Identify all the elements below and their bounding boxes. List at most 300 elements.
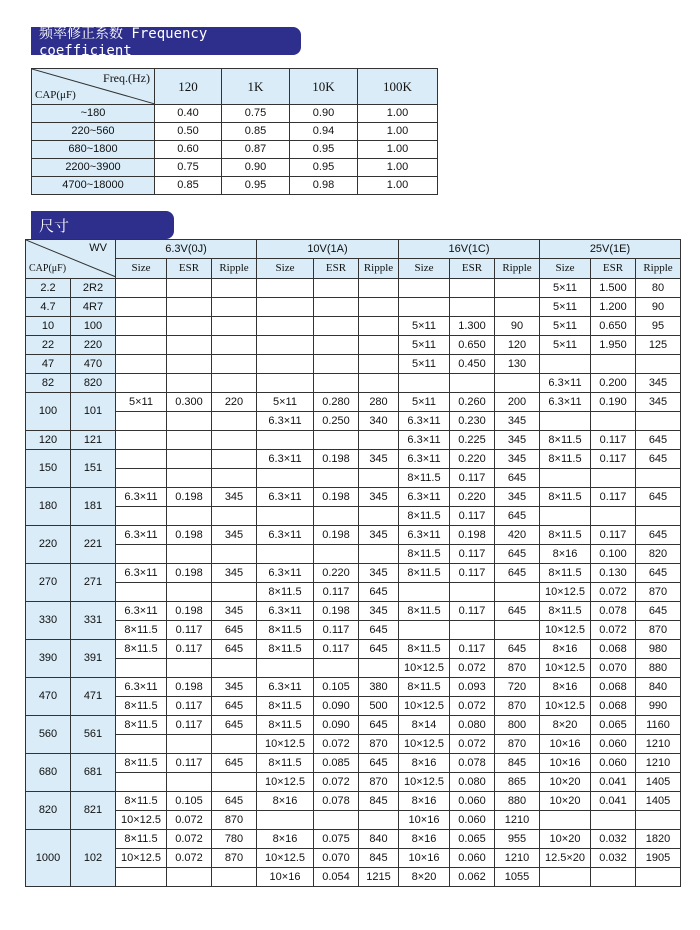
- ripple-cell: 90: [495, 317, 540, 336]
- esr-cell: [314, 298, 359, 317]
- esr-cell: 0.062: [450, 868, 495, 887]
- esr-cell: [167, 583, 212, 602]
- size-cell: 8×11.5: [257, 697, 314, 716]
- size-cell: 10×12.5: [257, 735, 314, 754]
- esr-cell: 0.117: [450, 564, 495, 583]
- size-cell: [116, 374, 167, 393]
- size-cell: 10×12.5: [257, 849, 314, 868]
- size-row: [26, 868, 681, 887]
- code-cell: 220: [71, 336, 116, 355]
- ripple-cell: 645: [212, 640, 257, 659]
- esr-cell: 0.220: [314, 564, 359, 583]
- size-cell: 8×16: [399, 754, 450, 773]
- size-cell: 8×11.5: [257, 754, 314, 773]
- frequency-header-row: [32, 69, 438, 105]
- ripple-cell: 955: [495, 830, 540, 849]
- esr-cell: [167, 450, 212, 469]
- ripple-cell: 645: [212, 792, 257, 811]
- ripple-cell: [495, 621, 540, 640]
- cap-cell: 150: [26, 450, 71, 488]
- ripple-cell: 980: [636, 640, 681, 659]
- size-cell: [116, 469, 167, 488]
- cap-cell: 2.2: [26, 279, 71, 298]
- esr-cell: [167, 355, 212, 374]
- size-cell: 6.3×11: [257, 526, 314, 545]
- size-cell: 10×12.5: [540, 621, 591, 640]
- code-cell: 331: [71, 602, 116, 640]
- size-cell: [116, 431, 167, 450]
- size-cell: 12.5×20: [540, 849, 591, 868]
- ripple-cell: 80: [636, 279, 681, 298]
- size-cell: 8×11.5: [399, 678, 450, 697]
- size-cell: 8×11.5: [116, 754, 167, 773]
- ripple-cell: 345: [359, 450, 399, 469]
- esr-cell: [314, 279, 359, 298]
- ripple-cell: [212, 507, 257, 526]
- frequency-value-cell: 0.85: [155, 177, 222, 195]
- ripple-cell: 130: [495, 355, 540, 374]
- ripple-cell: 220: [212, 393, 257, 412]
- size-cell: [257, 374, 314, 393]
- size-title: [31, 211, 174, 239]
- subheader-row: [26, 259, 681, 279]
- ripple-cell: 345: [359, 488, 399, 507]
- frequency-header: 1K: [222, 69, 290, 105]
- code-cell: 102: [71, 830, 116, 887]
- esr-cell: 1.300: [450, 317, 495, 336]
- size-row: [26, 830, 681, 849]
- ripple-cell: [212, 583, 257, 602]
- size-cell: [257, 431, 314, 450]
- size-cell: 5×11: [116, 393, 167, 412]
- ripple-cell: [359, 659, 399, 678]
- size-cell: 6.3×11: [399, 450, 450, 469]
- frequency-table-body: [32, 69, 438, 195]
- ripple-cell: [359, 374, 399, 393]
- ripple-cell: [212, 545, 257, 564]
- cap-cell: 1000: [26, 830, 71, 887]
- size-cell: [116, 773, 167, 792]
- size-cell: 8×11.5: [540, 526, 591, 545]
- ripple-cell: [359, 507, 399, 526]
- esr-cell: 0.650: [591, 317, 636, 336]
- size-cell: [257, 811, 314, 830]
- size-row: [26, 735, 681, 754]
- size-cell: [257, 355, 314, 374]
- ripple-cell: [212, 412, 257, 431]
- esr-cell: 1.500: [591, 279, 636, 298]
- esr-cell: 0.117: [450, 640, 495, 659]
- esr-cell: [167, 431, 212, 450]
- size-cell: 8×11.5: [540, 602, 591, 621]
- esr-cell: 0.117: [167, 640, 212, 659]
- size-cell: 6.3×11: [399, 412, 450, 431]
- size-row: [26, 640, 681, 659]
- size-cell: 5×11: [399, 336, 450, 355]
- size-row: [26, 412, 681, 431]
- ripple-cell: 645: [359, 621, 399, 640]
- size-cell: 6.3×11: [116, 678, 167, 697]
- size-cell: 6.3×11: [116, 526, 167, 545]
- ripple-cell: 90: [636, 298, 681, 317]
- esr-cell: 0.225: [450, 431, 495, 450]
- size-row: [26, 811, 681, 830]
- code-cell: 271: [71, 564, 116, 602]
- size-cell: 5×11: [540, 336, 591, 355]
- esr-cell: [167, 507, 212, 526]
- frequency-value-cell: 0.60: [155, 141, 222, 159]
- size-cell: 10×12.5: [399, 735, 450, 754]
- esr-cell: 0.198: [167, 488, 212, 507]
- frequency-value-cell: 1.00: [358, 123, 438, 141]
- esr-cell: 0.117: [591, 488, 636, 507]
- voltage-header: 25V(1E): [540, 240, 681, 259]
- esr-cell: 0.078: [314, 792, 359, 811]
- size-cell: [540, 412, 591, 431]
- size-cell: [540, 507, 591, 526]
- ripple-cell: [212, 735, 257, 754]
- ripple-cell: [212, 279, 257, 298]
- esr-cell: [167, 374, 212, 393]
- subheader-size: Size: [399, 259, 450, 279]
- esr-cell: [314, 811, 359, 830]
- ripple-cell: 845: [359, 792, 399, 811]
- ripple-cell: [636, 811, 681, 830]
- ripple-cell: 870: [359, 735, 399, 754]
- code-cell: 121: [71, 431, 116, 450]
- esr-cell: 1.950: [591, 336, 636, 355]
- ripple-cell: [636, 507, 681, 526]
- frequency-coefficient-title-text: 频率修正系数 Frequency coefficient: [39, 26, 208, 59]
- ripple-cell: 870: [636, 583, 681, 602]
- size-row: [26, 583, 681, 602]
- size-row: [26, 773, 681, 792]
- frequency-value-cell: 0.40: [155, 105, 222, 123]
- ripple-cell: 840: [636, 678, 681, 697]
- esr-cell: 0.117: [591, 450, 636, 469]
- size-cell: 10×16: [540, 735, 591, 754]
- esr-cell: 0.080: [450, 716, 495, 735]
- ripple-cell: [212, 868, 257, 887]
- size-cell: 8×11.5: [399, 545, 450, 564]
- size-cell: [116, 336, 167, 355]
- esr-cell: [591, 355, 636, 374]
- esr-cell: [314, 336, 359, 355]
- ripple-cell: [212, 450, 257, 469]
- esr-cell: 0.650: [450, 336, 495, 355]
- cap-cell: 47: [26, 355, 71, 374]
- esr-cell: 0.068: [591, 640, 636, 659]
- size-cell: 8×11.5: [257, 621, 314, 640]
- size-table: [25, 239, 681, 887]
- size-cell: [399, 298, 450, 317]
- esr-cell: 0.130: [591, 564, 636, 583]
- esr-cell: 0.032: [591, 849, 636, 868]
- frequency-coefficient-title: [31, 26, 301, 59]
- esr-cell: 0.220: [450, 488, 495, 507]
- frequency-header: 100K: [358, 69, 438, 105]
- size-cell: 8×11.5: [116, 640, 167, 659]
- ripple-cell: [212, 374, 257, 393]
- ripple-cell: [495, 279, 540, 298]
- cap-cell: 330: [26, 602, 71, 640]
- size-cell: 8×20: [540, 716, 591, 735]
- cap-cell: 4.7: [26, 298, 71, 317]
- size-cell: 8×11.5: [116, 830, 167, 849]
- esr-cell: 0.065: [591, 716, 636, 735]
- ripple-cell: 990: [636, 697, 681, 716]
- size-cell: 8×16: [399, 830, 450, 849]
- ripple-cell: [495, 298, 540, 317]
- ripple-cell: 870: [495, 697, 540, 716]
- subheader-esr: ESR: [314, 259, 359, 279]
- ripple-cell: 645: [212, 716, 257, 735]
- ripple-cell: [359, 811, 399, 830]
- size-cell: [540, 469, 591, 488]
- size-row: [26, 621, 681, 640]
- ripple-cell: [212, 355, 257, 374]
- esr-cell: [591, 868, 636, 887]
- size-cell: [116, 298, 167, 317]
- size-cell: [116, 583, 167, 602]
- size-cell: [399, 583, 450, 602]
- ripple-cell: 645: [636, 602, 681, 621]
- cap-cell: 680: [26, 754, 71, 792]
- ripple-cell: 1210: [636, 735, 681, 754]
- ripple-cell: [636, 355, 681, 374]
- ripple-cell: [359, 355, 399, 374]
- esr-cell: 0.117: [167, 697, 212, 716]
- size-cell: 8×11.5: [540, 450, 591, 469]
- ripple-cell: 1405: [636, 792, 681, 811]
- ripple-cell: 645: [359, 754, 399, 773]
- ripple-cell: 645: [495, 602, 540, 621]
- size-row: [26, 564, 681, 583]
- esr-cell: 0.100: [591, 545, 636, 564]
- subheader-ripple: Ripple: [495, 259, 540, 279]
- size-cell: 8×11.5: [399, 602, 450, 621]
- size-title-text: 尺寸: [39, 217, 70, 235]
- esr-cell: 0.117: [314, 640, 359, 659]
- size-cell: 10×16: [399, 849, 450, 868]
- ripple-cell: 1160: [636, 716, 681, 735]
- frequency-cap-cell: 4700~18000: [32, 177, 155, 195]
- size-cell: 8×11.5: [399, 564, 450, 583]
- cap-cell: 180: [26, 488, 71, 526]
- frequency-value-cell: 0.90: [222, 159, 290, 177]
- esr-cell: 0.198: [314, 488, 359, 507]
- frequency-cap-cell: 2200~3900: [32, 159, 155, 177]
- code-cell: 4R7: [71, 298, 116, 317]
- esr-cell: 0.093: [450, 678, 495, 697]
- size-cell: [116, 507, 167, 526]
- ripple-cell: [495, 374, 540, 393]
- size-cell: 8×16: [399, 792, 450, 811]
- esr-cell: 0.117: [591, 526, 636, 545]
- ripple-cell: 1215: [359, 868, 399, 887]
- ripple-cell: 840: [359, 830, 399, 849]
- frequency-value-cell: 0.90: [290, 105, 358, 123]
- esr-cell: 0.072: [167, 830, 212, 849]
- ripple-cell: 345: [495, 412, 540, 431]
- frequency-cap-cell: 220~560: [32, 123, 155, 141]
- size-cell: 8×11.5: [257, 716, 314, 735]
- ripple-cell: 880: [495, 792, 540, 811]
- size-row: [26, 298, 681, 317]
- size-cell: 6.3×11: [257, 488, 314, 507]
- esr-cell: [450, 374, 495, 393]
- size-corner-cell: [26, 240, 116, 279]
- ripple-cell: 125: [636, 336, 681, 355]
- esr-cell: 0.075: [314, 830, 359, 849]
- ripple-cell: 870: [495, 735, 540, 754]
- size-cell: 5×11: [257, 393, 314, 412]
- size-cell: [540, 868, 591, 887]
- ripple-cell: 345: [495, 450, 540, 469]
- ripple-cell: 1210: [636, 754, 681, 773]
- size-cell: [257, 279, 314, 298]
- esr-cell: 0.072: [591, 621, 636, 640]
- code-cell: 820: [71, 374, 116, 393]
- esr-cell: 0.190: [591, 393, 636, 412]
- size-cell: 5×11: [399, 393, 450, 412]
- ripple-cell: 1820: [636, 830, 681, 849]
- size-cell: [116, 868, 167, 887]
- size-cell: 10×16: [399, 811, 450, 830]
- cap-cell: 820: [26, 792, 71, 830]
- esr-cell: 0.198: [167, 564, 212, 583]
- esr-cell: 0.198: [314, 526, 359, 545]
- size-cell: 10×20: [540, 830, 591, 849]
- esr-cell: 0.105: [167, 792, 212, 811]
- frequency-value-cell: 1.00: [358, 105, 438, 123]
- ripple-cell: [212, 431, 257, 450]
- size-cell: 5×11: [399, 355, 450, 374]
- ripple-cell: 845: [495, 754, 540, 773]
- ripple-cell: [212, 336, 257, 355]
- size-cell: 10×16: [540, 754, 591, 773]
- cap-cell: 270: [26, 564, 71, 602]
- size-cell: [116, 545, 167, 564]
- size-cell: [116, 450, 167, 469]
- frequency-value-cell: 1.00: [358, 141, 438, 159]
- size-row: [26, 602, 681, 621]
- frequency-row: [32, 105, 438, 123]
- ripple-cell: 345: [212, 602, 257, 621]
- esr-cell: 0.117: [314, 583, 359, 602]
- esr-cell: [450, 279, 495, 298]
- ripple-cell: [495, 583, 540, 602]
- size-cell: [399, 279, 450, 298]
- frequency-value-cell: 0.75: [155, 159, 222, 177]
- frequency-corner-top-label: Freq.(Hz): [103, 71, 150, 85]
- size-cell: 5×11: [540, 317, 591, 336]
- frequency-coefficient-table: [31, 68, 438, 195]
- size-cell: 6.3×11: [257, 450, 314, 469]
- ripple-cell: 865: [495, 773, 540, 792]
- size-row: [26, 754, 681, 773]
- size-cell: [116, 735, 167, 754]
- esr-cell: 0.072: [314, 773, 359, 792]
- cap-cell: 120: [26, 431, 71, 450]
- cap-cell: 100: [26, 393, 71, 431]
- ripple-cell: 870: [359, 773, 399, 792]
- size-cell: [257, 298, 314, 317]
- ripple-cell: 645: [212, 621, 257, 640]
- frequency-cap-cell: 680~1800: [32, 141, 155, 159]
- esr-cell: [591, 507, 636, 526]
- esr-cell: 0.072: [450, 735, 495, 754]
- size-cell: [399, 374, 450, 393]
- size-cell: 6.3×11: [257, 602, 314, 621]
- size-row: [26, 526, 681, 545]
- esr-cell: 0.070: [591, 659, 636, 678]
- esr-cell: [314, 317, 359, 336]
- size-cell: 8×11.5: [116, 716, 167, 735]
- cap-cell: 470: [26, 678, 71, 716]
- ripple-cell: 645: [495, 564, 540, 583]
- esr-cell: 0.060: [591, 754, 636, 773]
- ripple-cell: 1905: [636, 849, 681, 868]
- ripple-cell: 645: [212, 697, 257, 716]
- size-row: [26, 431, 681, 450]
- esr-cell: 0.117: [167, 621, 212, 640]
- esr-cell: 0.065: [450, 830, 495, 849]
- size-row: [26, 374, 681, 393]
- size-cell: 6.3×11: [540, 374, 591, 393]
- esr-cell: [167, 317, 212, 336]
- esr-cell: 0.117: [450, 545, 495, 564]
- esr-cell: [167, 298, 212, 317]
- size-cell: 6.3×11: [116, 564, 167, 583]
- ripple-cell: 780: [212, 830, 257, 849]
- subheader-ripple: Ripple: [636, 259, 681, 279]
- cap-cell: 22: [26, 336, 71, 355]
- ripple-cell: 800: [495, 716, 540, 735]
- ripple-cell: 645: [636, 526, 681, 545]
- size-cell: 8×20: [399, 868, 450, 887]
- size-row: [26, 678, 681, 697]
- size-cell: 8×11.5: [540, 564, 591, 583]
- frequency-row: [32, 123, 438, 141]
- ripple-cell: 645: [636, 564, 681, 583]
- size-row: [26, 697, 681, 716]
- esr-cell: 0.117: [450, 469, 495, 488]
- esr-cell: 0.250: [314, 412, 359, 431]
- voltage-header: 6.3V(0J): [116, 240, 257, 259]
- frequency-header: 10K: [290, 69, 358, 105]
- esr-cell: [167, 412, 212, 431]
- esr-cell: 0.060: [450, 849, 495, 868]
- cap-cell: 390: [26, 640, 71, 678]
- subheader-ripple: Ripple: [212, 259, 257, 279]
- esr-cell: 0.072: [450, 659, 495, 678]
- esr-cell: 0.198: [167, 526, 212, 545]
- size-cell: 10×12.5: [399, 659, 450, 678]
- size-row: [26, 507, 681, 526]
- size-cell: [116, 659, 167, 678]
- ripple-cell: [359, 336, 399, 355]
- size-cell: 10×12.5: [399, 773, 450, 792]
- frequency-cap-cell: ~180: [32, 105, 155, 123]
- esr-cell: 0.032: [591, 830, 636, 849]
- subheader-esr: ESR: [450, 259, 495, 279]
- esr-cell: 0.117: [314, 621, 359, 640]
- esr-cell: 0.105: [314, 678, 359, 697]
- esr-cell: 0.117: [167, 716, 212, 735]
- subheader-esr: ESR: [167, 259, 212, 279]
- frequency-row: [32, 159, 438, 177]
